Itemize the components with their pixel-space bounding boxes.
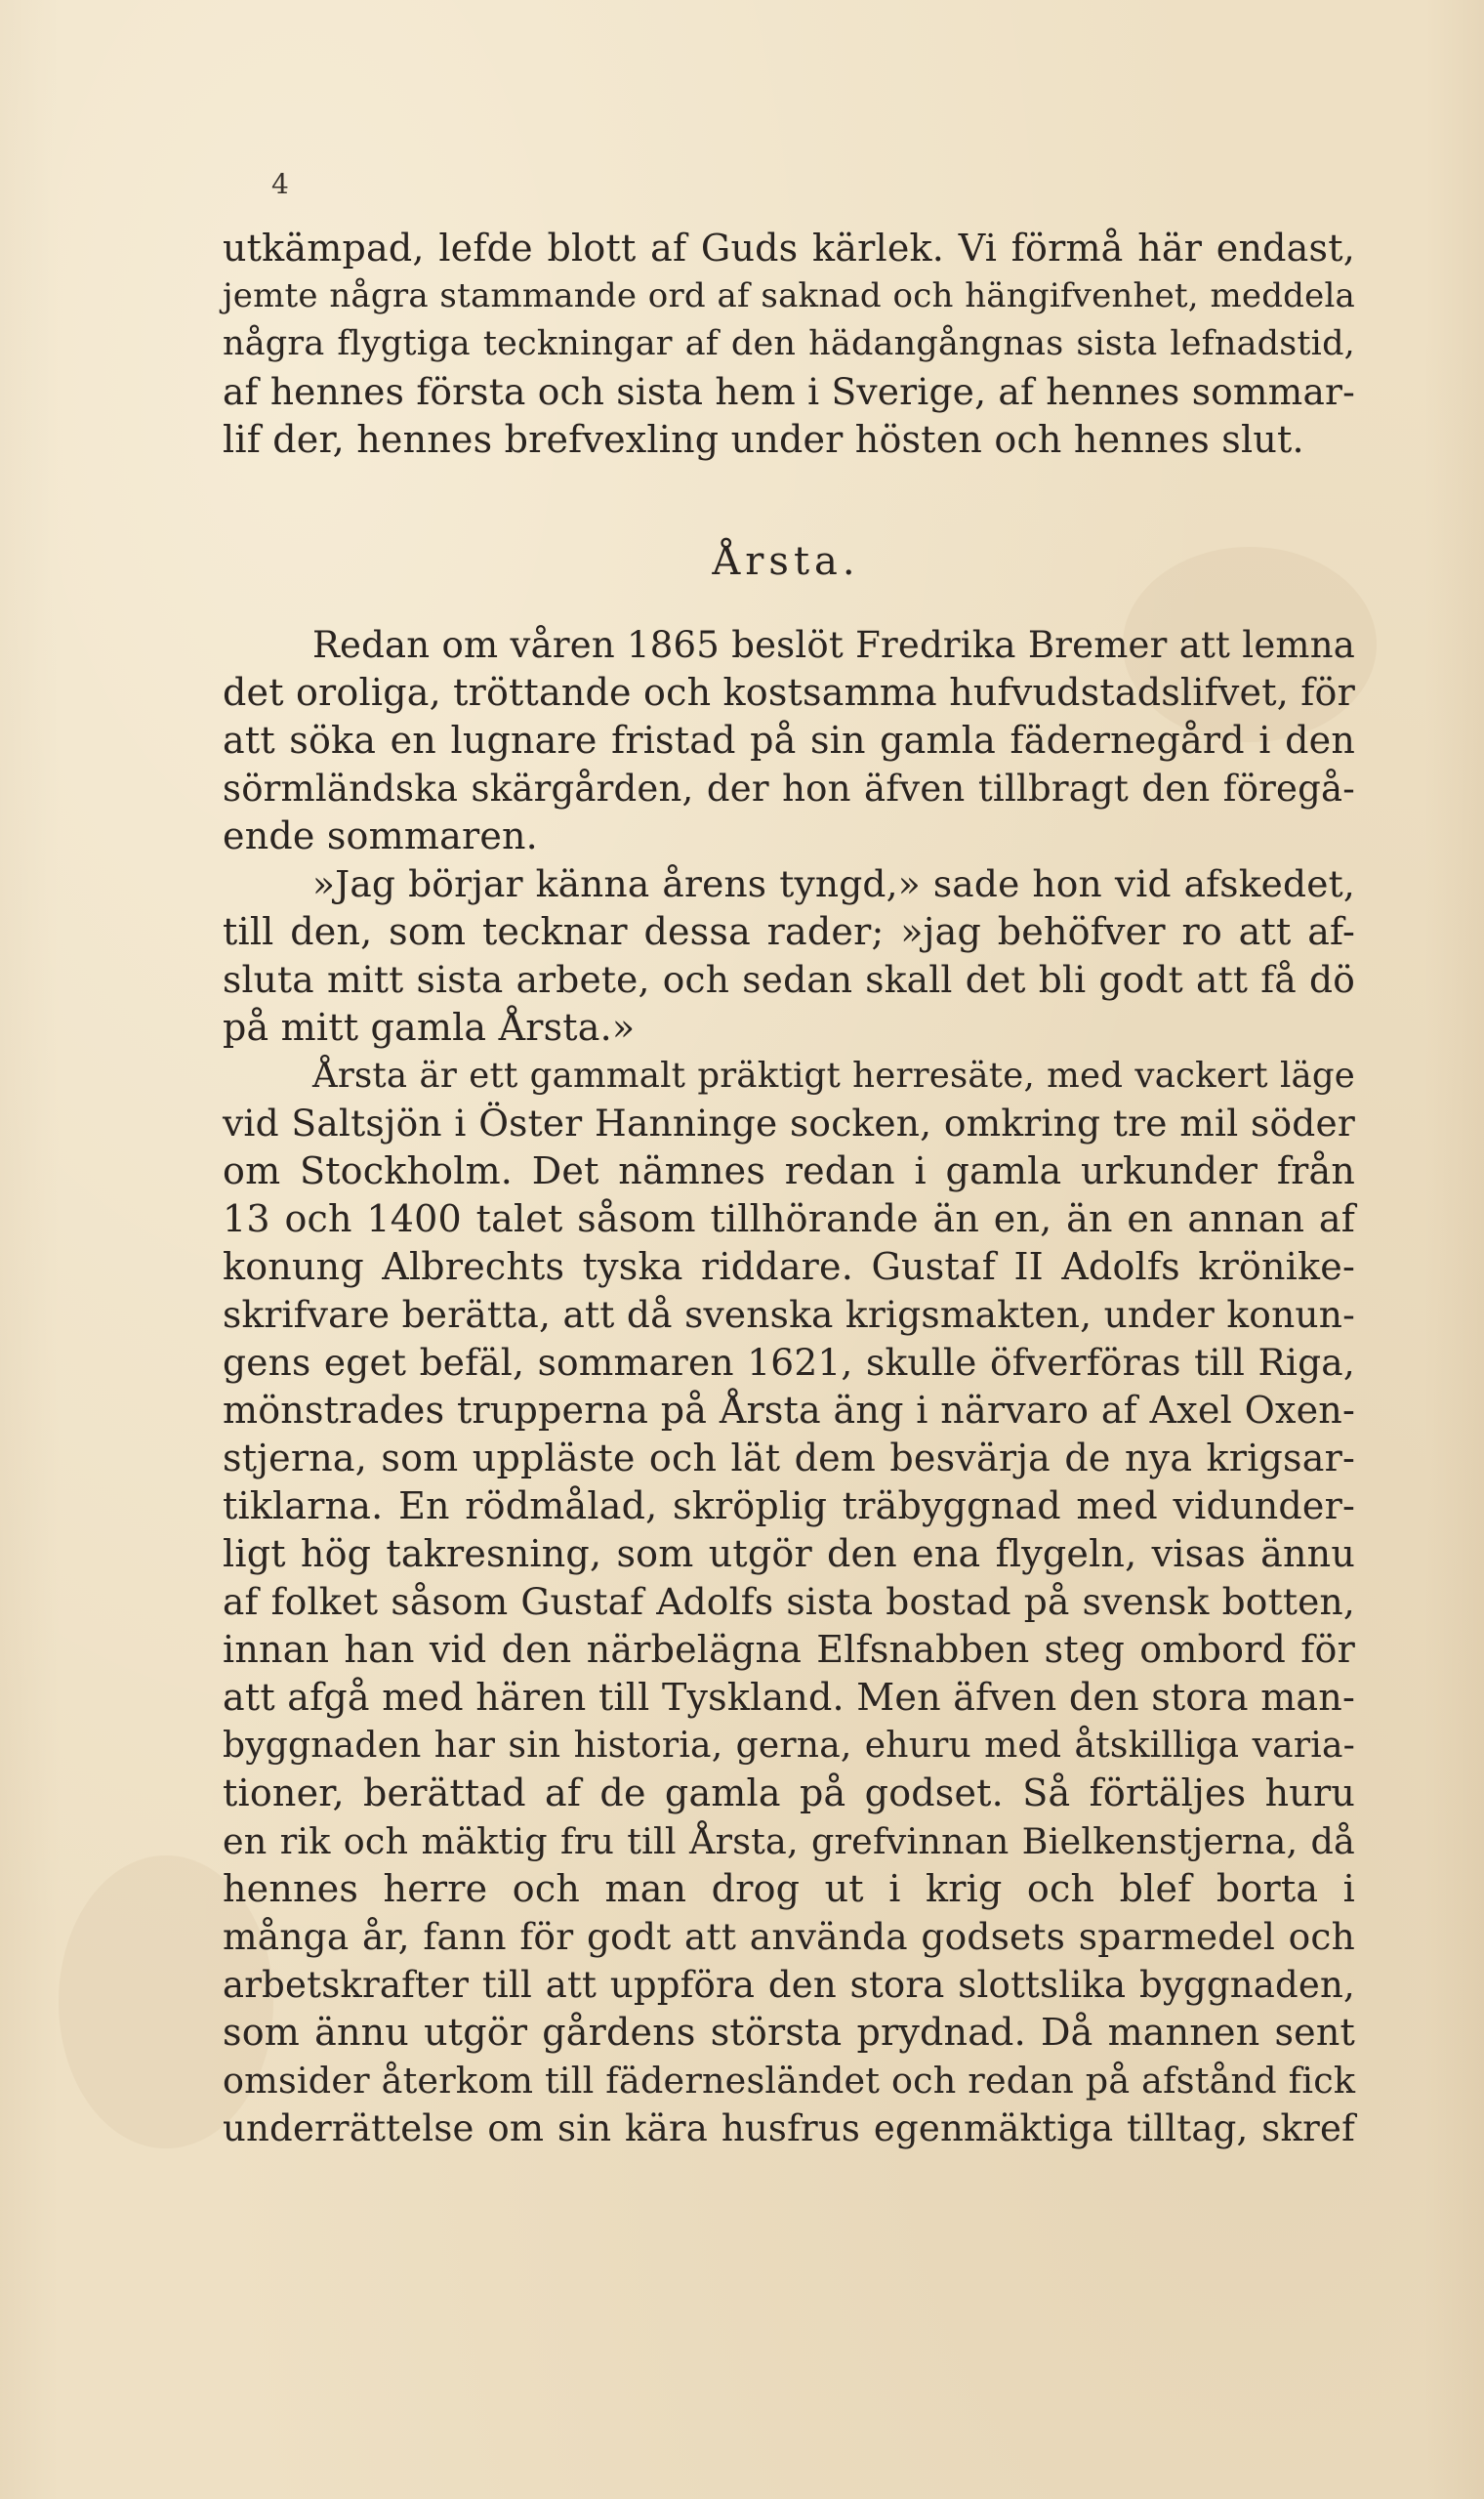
text-line: sörmländska skärgården, der hon äfven tillbragt den föregå- — [223, 768, 1355, 810]
text-line: stjerna, som uppläste och lät dem besvärja de nya krigsar- — [223, 1437, 1355, 1479]
text-line: tioner, berättad af de gamla på godset. Så förtäljes huru — [223, 1771, 1355, 1814]
text-line: utkämpad, lefde blott af Guds kärlek. Vi förmå här endast, — [223, 227, 1355, 270]
text-line: mönstrades trupperna på Årsta äng i närvaro af Axel Oxen- — [223, 1389, 1355, 1432]
text-line: konung Albrechts tyska riddare. Gustaf II Adolfs krönike- — [223, 1245, 1355, 1288]
text-line: som ännu utgör gårdens största prydnad. Då mannen sent — [223, 2011, 1355, 2054]
text-line: det oroliga, tröttande och kostsamma hufvudstadslifvet, för — [223, 671, 1355, 714]
text-line: af hennes första och sista hem i Sverige, af hennes sommar- — [223, 370, 1355, 413]
section-heading — [0, 539, 1484, 584]
body-text — [223, 621, 1355, 2152]
text-line: 13 och 1400 talet såsom tillhörande än en, än en annan af — [223, 1197, 1355, 1240]
text-line: vid Saltsjön i Öster Hanninge socken, omkring tre mil söder — [223, 1102, 1355, 1145]
text-line: till den, som tecknar dessa rader; »jag behöfver ro att af- — [223, 910, 1355, 953]
text-line: byggnaden har sin historia, gerna, ehuru med åtskilliga varia- — [223, 1726, 1355, 1766]
text-line: ligt hög takresning, som utgör den ena flygeln, visas ännu — [223, 1532, 1355, 1575]
text-line: sluta mitt sista arbete, och sedan skall det bli godt att få dö — [223, 958, 1355, 1001]
text-line: tiklarna. En rödmålad, skröplig träbyggnad med vidunder- — [223, 1484, 1355, 1527]
text-line: en rik och mäktig fru till Årsta, grefvinnan Bielkenstjerna, då — [223, 1820, 1355, 1862]
section-heading-text: Årsta. — [712, 539, 860, 584]
text-line: några flygtiga teckningar af den hädangångnas sista lefnadstid, — [223, 324, 1355, 363]
text-line: många år, fann för godt att använda godsets sparmedel och — [223, 1915, 1355, 1958]
text-line: att afgå med hären till Tyskland. Men äfven den stora man- — [223, 1676, 1355, 1719]
page-number: 4 — [271, 168, 289, 200]
text-line: gens eget befäl, sommaren 1621, skulle öfverföras till Riga, — [223, 1341, 1355, 1384]
text-line: Redan om våren 1865 beslöt Fredrika Bremer att lemna — [312, 624, 1355, 666]
text-line: ende sommaren. — [223, 814, 538, 857]
text-line: Årsta är ett gammalt präktigt herresäte, med vackert läge — [312, 1056, 1355, 1096]
text-line: att söka en lugnare fristad på sin gamla fädernegård i den — [223, 719, 1355, 762]
text-line: lif der, hennes brefvexling under hösten och hennes slut. — [223, 418, 1304, 461]
text-line: underrättelse om sin kära husfrus egenmäktiga tilltag, skref — [223, 2107, 1355, 2149]
intro-paragraph — [223, 225, 1355, 464]
text-line: på mitt gamla Årsta.» — [223, 1006, 636, 1049]
text-line: af folket såsom Gustaf Adolfs sista bostad på svensk botten, — [223, 1580, 1355, 1623]
text-line: skrifvare berätta, att då svenska krigsmakten, under konun- — [223, 1293, 1355, 1336]
text-line: hennes herre och man drog ut i krig och blef borta i — [223, 1867, 1355, 1910]
text-line: om Stockholm. Det nämnes redan i gamla urkunder från — [223, 1149, 1355, 1192]
text-line: omsider återkom till fädernesländet och redan på afstånd fick — [223, 2060, 1356, 2102]
text-line: »Jag börjar känna årens tyngd,» sade hon vid afskedet, — [312, 862, 1355, 905]
text-line: jemte några stammande ord af saknad och hängifvenhet, meddela — [223, 276, 1355, 315]
text-line: arbetskrafter till att uppföra den stora slottslika byggnaden, — [223, 1964, 1355, 2006]
text-line: innan han vid den närbelägna Elfsnabben steg ombord för — [223, 1628, 1355, 1671]
